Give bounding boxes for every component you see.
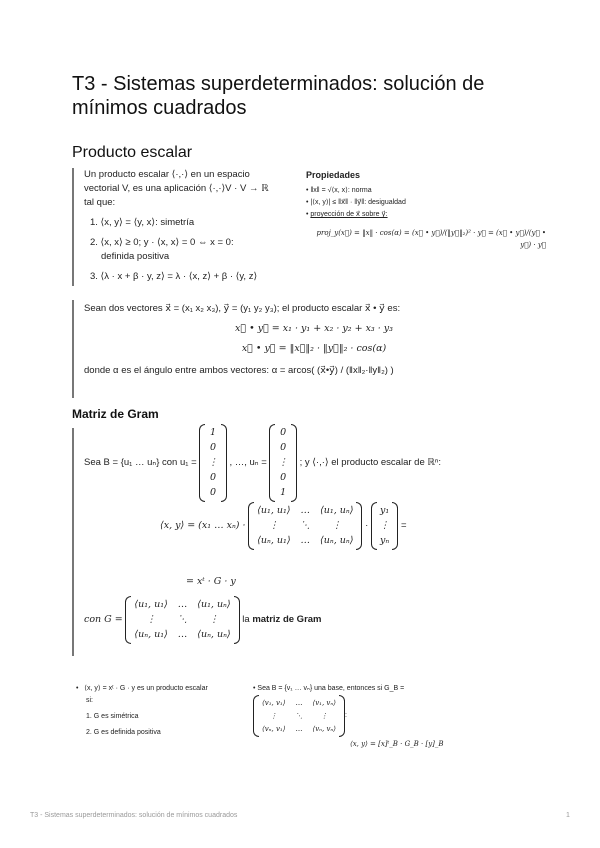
blockquote-bar [72, 428, 74, 656]
gram-heading: Matriz de Gram [72, 407, 159, 421]
matrix-cell: … [295, 699, 303, 707]
list-item: definida positiva [101, 251, 170, 262]
matrix-cell: 1 [210, 427, 217, 438]
definition-text: la [242, 614, 250, 625]
matrix-cell: 1 [280, 487, 287, 498]
equation: ⟨x, y⟩ = (x₁ … xₙ) · [160, 520, 246, 531]
blockquote-bar [72, 168, 74, 286]
matrix-cell: ⋮ [209, 614, 219, 625]
matrix-cell: … [177, 629, 188, 640]
list-item: 2. ⟨x, x⟩ ≥ 0; y · ⟨x, x⟩ = 0 ⇔ x = 0: [90, 237, 234, 248]
matrix-cell: ⟨vₙ, vₙ⟩ [312, 725, 336, 733]
basis-text: ; y ⟨·,·⟩ el producto escalar de ℝⁿ: [299, 457, 441, 468]
matrix-cell: ⋮ [379, 520, 390, 531]
matrix-cell: 0 [210, 442, 217, 453]
operator: · [365, 520, 369, 531]
list-item: 3. ⟨λ · x + β · y, z⟩ = λ · ⟨x, z⟩ + β · ⟨y, z⟩ [90, 271, 258, 282]
operator: = [401, 520, 407, 531]
matrix-cell: ⋮ [269, 520, 279, 531]
u1-vector [199, 424, 227, 502]
page-title: T3 - Sistemas superdeterminados: solución de mínimos cuadrados [72, 73, 485, 119]
matrix-cell: 0 [280, 472, 287, 483]
properties-block: Propiedades • ‖x‖ = √⟨x, x⟩: norma • |⟨x, y⟩| ≤ ‖x⃗‖ · ‖y⃗‖: desigualdad • proyección de x⃗ sobre y⃗: proj_y(x⃗) = ‖x‖ · cos(α) = (x⃗ • y⃗)/(‖y⃗‖₂)² · y⃗ = (x⃗ • y⃗)/(y⃗ • y⃗) · y⃗ [306, 170, 546, 249]
matrix-cell: … [300, 535, 311, 546]
gram-term: matriz de Gram [252, 614, 322, 625]
basis-text: , …, uₙ = [229, 457, 267, 468]
equation: = xᵗ · G · y [186, 576, 236, 587]
matrix-cell: ⋮ [320, 712, 328, 720]
vectors-block [84, 302, 544, 378]
definition-text: tal que: [84, 197, 116, 208]
matrix-cell: 0 [210, 487, 217, 498]
matrix-cell: ⋱ [300, 520, 311, 531]
definition-text: vectorial V, es una aplicación ⟨·,·⟩V · V → ℝ [84, 183, 269, 194]
bottom-right-list: • Sea B = {v₁ … vₙ} una base, entonces si G_B = ⟨v₁, v₁⟩ … ⟨v₁, vₙ⟩ ⋮ ⋱ ⋮ ⟨vₙ, v₁⟩ … ⟨vₙ, vₙ⟩ : [253, 683, 453, 737]
properties-title: Propiedades [306, 170, 361, 180]
right-paren [392, 502, 398, 550]
projection-formula: proj_y(x⃗) = ‖x‖ · cos(α) = (x⃗ • y⃗)/(‖y⃗‖₂)² · y⃗ = (x⃗ • y⃗)/(y⃗ • y⃗) · y⃗ [316, 229, 546, 249]
matrix-cell: ⟨u₁, u₁⟩ [134, 599, 168, 610]
matrix-cell: ⟨u₁, uₙ⟩ [320, 505, 354, 516]
gb-matrix [253, 695, 345, 737]
projection-link[interactable]: proyección de x⃗ sobre y⃗: [310, 211, 388, 218]
matrix-cell: ⋮ [146, 614, 156, 625]
matrix-cell: … [300, 505, 311, 516]
equation: x⃗ • y⃗ = x₁ · y₁ + x₂ · y₂ + x₃ · y₃ [235, 323, 393, 334]
definition-block [84, 168, 294, 284]
list-item: Sea B = {v₁ … vₙ} una base, entonces si G_B = [257, 685, 405, 692]
list-item: ‖x‖ = √⟨x, x⟩: norma [310, 187, 372, 194]
matrix-cell: ⟨u₁, u₁⟩ [257, 505, 291, 516]
right-paren [221, 424, 227, 502]
y-vector [371, 502, 399, 550]
matrix-cell: ⋮ [278, 457, 288, 468]
list-item: 2. G es definida positiva [86, 729, 161, 736]
matrix-cell: ⋮ [331, 520, 342, 531]
matrix-cell: 0 [280, 442, 287, 453]
matrix-cell: … [295, 725, 303, 733]
matrix-cell: y₁ [380, 505, 390, 516]
matrix-cell: ⟨v₁, v₁⟩ [262, 699, 286, 707]
list-item: |⟨x, y⟩| ≤ ‖x⃗‖ · ‖y⃗‖: desigualdad [310, 199, 406, 206]
equation: ⟨x, y⟩ = [x]ᵗ_B · G_B · [y]_B [350, 740, 444, 748]
un-vector [269, 424, 297, 502]
list-item: 1. G es simétrica [86, 713, 139, 720]
matrix-cell: 0 [280, 427, 287, 438]
matrix-cell: ⟨uₙ, u₁⟩ [134, 629, 168, 640]
blockquote-bar [72, 300, 74, 398]
matrix-cell: ⟨uₙ, uₙ⟩ [320, 535, 354, 546]
matrix-cell: ⋱ [295, 712, 303, 720]
gram-matrix [248, 502, 362, 550]
matrix-cell: ⟨uₙ, uₙ⟩ [197, 629, 231, 640]
matrix-cell: ⋮ [208, 457, 218, 468]
gram-definition [84, 596, 322, 644]
right-paren [291, 424, 297, 502]
gram-matrix [125, 596, 239, 644]
vectors-text: donde α es el ángulo entre ambos vectores: α = arcos( (x⃗•y⃗) / (‖x‖₂·‖y‖₂) ) [84, 365, 394, 376]
operator: : [344, 712, 347, 719]
footer-title: T3 - Sistemas superdeterminados: solución de mínimos cuadrados [30, 812, 238, 819]
bottom-left-list: • ⟨x, y⟩ = xᵗ · G · y es un producto escalar si: 1. G es simétrica 2. G es definida positiva [76, 683, 246, 739]
page-number: 1 [566, 812, 570, 819]
equation: x⃗ • y⃗ = ‖x⃗‖₂ · ‖y⃗‖₂ · cos(α) [241, 343, 387, 354]
matrix-cell: 0 [210, 472, 217, 483]
list-item: ⟨x, y⟩ = xᵗ · G · y es un producto escalar [84, 685, 208, 692]
vectors-text: Sean dos vectores x⃗ = (x₁ x₂ x₃), y⃗ = (y₁ y₂ y₃); el producto escalar x⃗ • y⃗ es: [84, 303, 401, 314]
equation: con G = [84, 614, 123, 625]
matrix-cell: ⋱ [177, 614, 188, 625]
definition-text: Un producto escalar ⟨·,·⟩ en un espacio [84, 169, 250, 180]
basis-text: Sea B = {u₁ … uₙ} con u₁ = [84, 457, 197, 468]
matrix-cell: yₙ [380, 535, 390, 546]
matrix-cell: ⟨uₙ, u₁⟩ [257, 535, 291, 546]
right-paren [234, 596, 240, 644]
matrix-cell: ⟨v₁, vₙ⟩ [312, 699, 336, 707]
matrix-cell: ⟨vₙ, v₁⟩ [262, 725, 286, 733]
basis-line [84, 424, 544, 502]
matrix-cell: ⟨u₁, uₙ⟩ [197, 599, 231, 610]
matrix-cell: ⋮ [270, 712, 278, 720]
section-heading: Producto escalar [72, 144, 193, 161]
list-item: 1. ⟨x, y⟩ = ⟨y, x⟩: simetría [90, 217, 195, 228]
right-paren [356, 502, 362, 550]
gram-product [160, 502, 407, 550]
list-item: si: [86, 697, 93, 704]
matrix-cell: … [177, 599, 188, 610]
